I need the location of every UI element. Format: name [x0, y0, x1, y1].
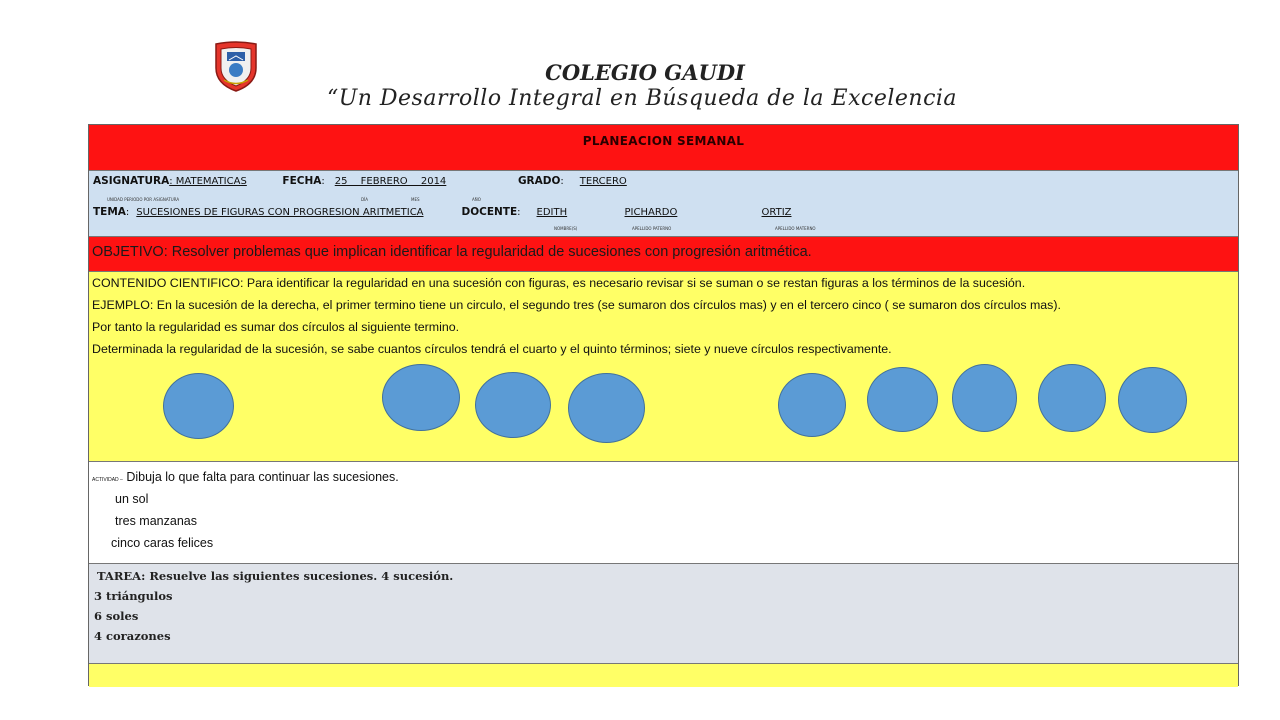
asignatura-value: : MATEMATICAS [169, 176, 247, 187]
docente-nombre: EDITH [536, 207, 568, 218]
sequence-circle [475, 372, 551, 438]
docente-materno: ORTIZ [761, 207, 792, 218]
homework-item: 4 corazones [94, 629, 171, 643]
info-line-asignatura: ASIGNATURA: MATEMATICAS FECHA: 25 FEBRERO 2014 GRADO: TERCERO [93, 175, 690, 187]
school-motto: “Un Desarrollo Integral en Búsqueda de la Excelencia [326, 86, 958, 111]
school-name: COLEGIO GAUDI [545, 60, 745, 85]
sequence-circle [382, 364, 460, 431]
sub-materno: APELLIDO MATERNO [775, 226, 816, 231]
sub-anio: AÑO [472, 197, 481, 202]
homework-item: 6 soles [94, 609, 139, 623]
objective-text: OBJETIVO: Resolver problemas que implican identificar la regularidad de sucesiones con progresión aritmética. [92, 244, 812, 260]
homework-title: TAREA: Resuelve las siguientes sucesiones. 4 sucesión. [97, 569, 454, 583]
content-line-2: EJEMPLO: En la sucesión de la derecha, el primer termino tiene un circulo, el segundo tres (se sumaron dos círculos mas) y en el tercero cinco ( se sumaron dos círculos mas). [92, 298, 1061, 312]
activity-item: cinco caras felices [111, 536, 214, 550]
sub-nombre: NOMBRE(S) [554, 226, 578, 231]
activity-item: tres manzanas [115, 514, 197, 528]
fecha-label: FECHA [282, 175, 322, 187]
plan-info-row [89, 171, 1238, 237]
sequence-circle [1038, 364, 1106, 432]
activity-item: un sol [115, 492, 149, 506]
activity-row [89, 462, 1238, 564]
sequence-circle [163, 373, 234, 439]
plan-title-row [89, 125, 1238, 171]
homework-row [89, 564, 1238, 664]
sub-paterno: APELLIDO PATERNO [632, 226, 672, 231]
sub-dia: DÍA [361, 197, 368, 202]
activity-line [92, 470, 399, 484]
sequence-circle [778, 373, 846, 437]
docente-label: DOCENTE [461, 206, 518, 218]
activity-label: ACTIVIDAD – [92, 477, 123, 483]
grado-value: TERCERO [579, 176, 627, 187]
plan-title: PLANEACION SEMANAL [582, 134, 745, 148]
footer-empty-row [89, 664, 1238, 687]
asignatura-label: ASIGNATURA [93, 175, 170, 187]
sub-asignatura: UNIDAD PERIODO POR ASIGNATURA [107, 197, 180, 202]
sequence-circle [1118, 367, 1187, 433]
grado-label: GRADO [517, 175, 561, 187]
content-row [89, 272, 1238, 462]
sequence-circle [952, 364, 1017, 432]
sequence-circle [568, 373, 645, 443]
info-line-tema: TEMA: SUCESIONES DE FIGURAS CON PROGRESION ARITMETICA DOCENTE: EDITH PICHARDO ORTIZ [93, 206, 836, 218]
weekly-plan-table [88, 124, 1239, 686]
homework-item: 3 triángulos [94, 589, 173, 603]
sequence-circle [867, 367, 938, 432]
docente-paterno: PICHARDO [624, 207, 678, 218]
content-line-3: Por tanto la regularidad es sumar dos círculos al siguiente termino. [92, 320, 460, 334]
sub-mes: MES [411, 197, 420, 202]
content-line-4: Determinada la regularidad de la sucesión, se sabe cuantos círculos tendrá el cuarto y el quinto términos; siete y nueve círculos respectivamente. [92, 342, 892, 356]
fecha-value: 25 FEBRERO 2014 [334, 176, 447, 187]
objective-row [89, 237, 1238, 272]
activity-text: Dibuja lo que falta para continuar las sucesiones. [126, 470, 399, 484]
tema-value: SUCESIONES DE FIGURAS CON PROGRESION ARITMETICA [136, 207, 424, 218]
content-line-1: CONTENIDO CIENTIFICO: Para identificar la regularidad en una sucesión con figuras, es necesario revisar si se suman o se restan figuras a los términos de la sucesión. [92, 276, 1026, 290]
tema-label: TEMA [93, 206, 126, 218]
